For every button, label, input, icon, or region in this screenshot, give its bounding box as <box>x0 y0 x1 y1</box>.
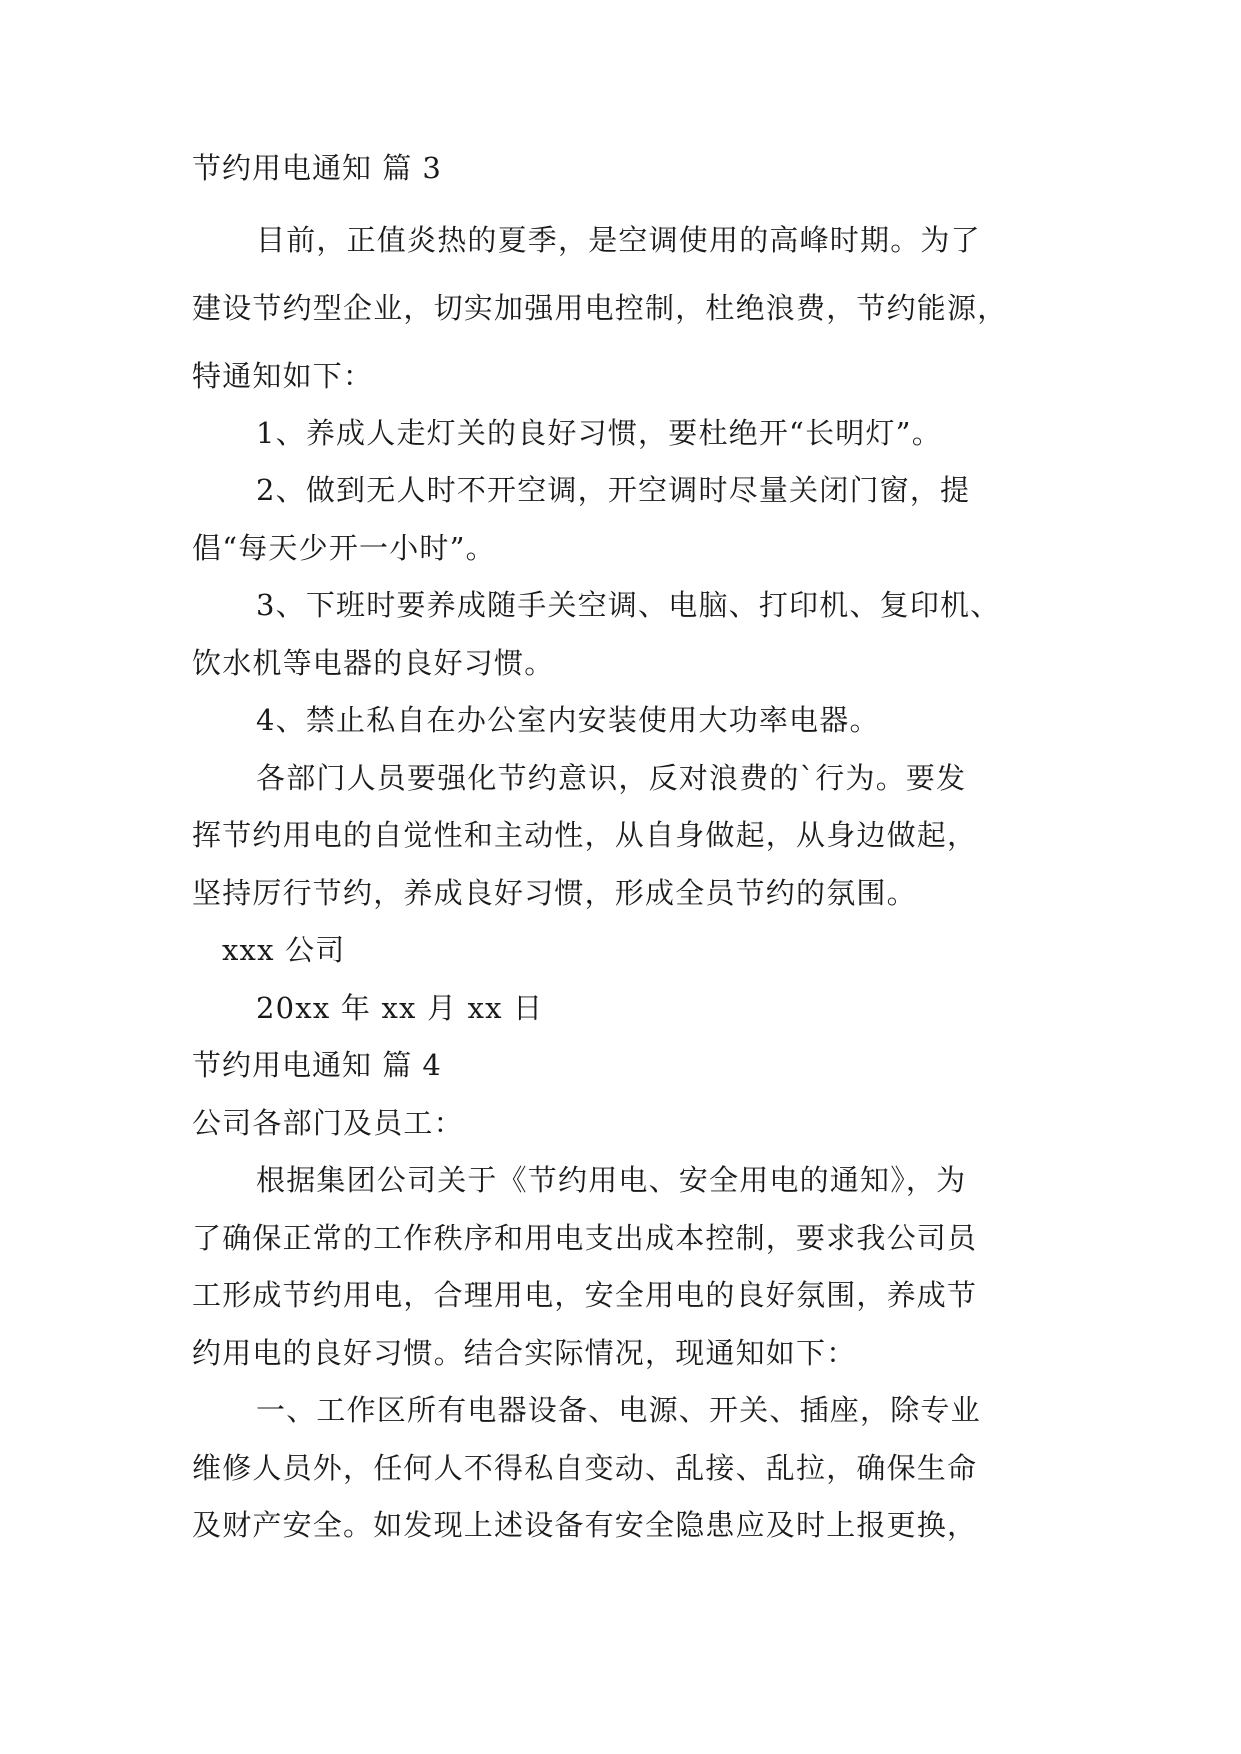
paragraph-line: 挥节约用电的自觉性和主动性，从自身做起，从身边做起， <box>192 818 978 852</box>
signature-date: 20xx 年 xx 月 xx 日 <box>256 991 544 1025</box>
paragraph-line: 工形成节约用电，合理用电，安全用电的良好氛围，养成节 <box>192 1278 978 1312</box>
paragraph-line: 及财产安全。如发现上述设备有安全隐患应及时上报更换， <box>192 1508 978 1542</box>
section-heading-4: 节约用电通知 篇 4 <box>192 1048 442 1082</box>
list-item: 3、下班时要养成随手关空调、电脑、打印机、复印机、 <box>256 588 1001 622</box>
paragraph-line: 一、工作区所有电器设备、电源、开关、插座，除专业 <box>256 1393 981 1427</box>
signature-company: xxx 公司 <box>222 933 346 967</box>
paragraph-line: 各部门人员要强化节约意识，反对浪费的`行为。要发 <box>256 761 967 795</box>
paragraph-line: 建设节约型企业，切实加强用电控制，杜绝浪费，节约能源， <box>192 291 1008 325</box>
paragraph-line: 根据集团公司关于《节约用电、安全用电的通知》，为 <box>256 1163 967 1197</box>
paragraph-line: 目前，正值炎热的夏季，是空调使用的高峰时期。为了 <box>256 223 981 257</box>
list-item: 1、养成人走灯关的良好习惯，要杜绝开“长明灯”。 <box>256 416 942 450</box>
paragraph-line: 倡“每天少开一小时”。 <box>192 531 496 565</box>
paragraph-line: 维修人员外，任何人不得私自变动、乱接、乱拉，确保生命 <box>192 1451 978 1485</box>
paragraph-line: 约用电的良好习惯。结合实际情况，现通知如下： <box>192 1336 857 1370</box>
paragraph-line: 了确保正常的工作秩序和用电支出成本控制，要求我公司员 <box>192 1221 978 1255</box>
paragraph-line: 特通知如下： <box>192 359 374 393</box>
list-item: 2、做到无人时不开空调，开空调时尽量关闭门窗，提 <box>256 473 971 507</box>
paragraph-line: 饮水机等电器的良好习惯。 <box>192 646 555 680</box>
salutation: 公司各部门及员工： <box>192 1106 464 1140</box>
list-item: 4、禁止私自在办公室内安装使用大功率电器。 <box>256 703 880 737</box>
section-heading-3: 节约用电通知 篇 3 <box>192 151 442 185</box>
paragraph-line: 坚持厉行节约，养成良好习惯，形成全员节约的氛围。 <box>192 876 917 910</box>
